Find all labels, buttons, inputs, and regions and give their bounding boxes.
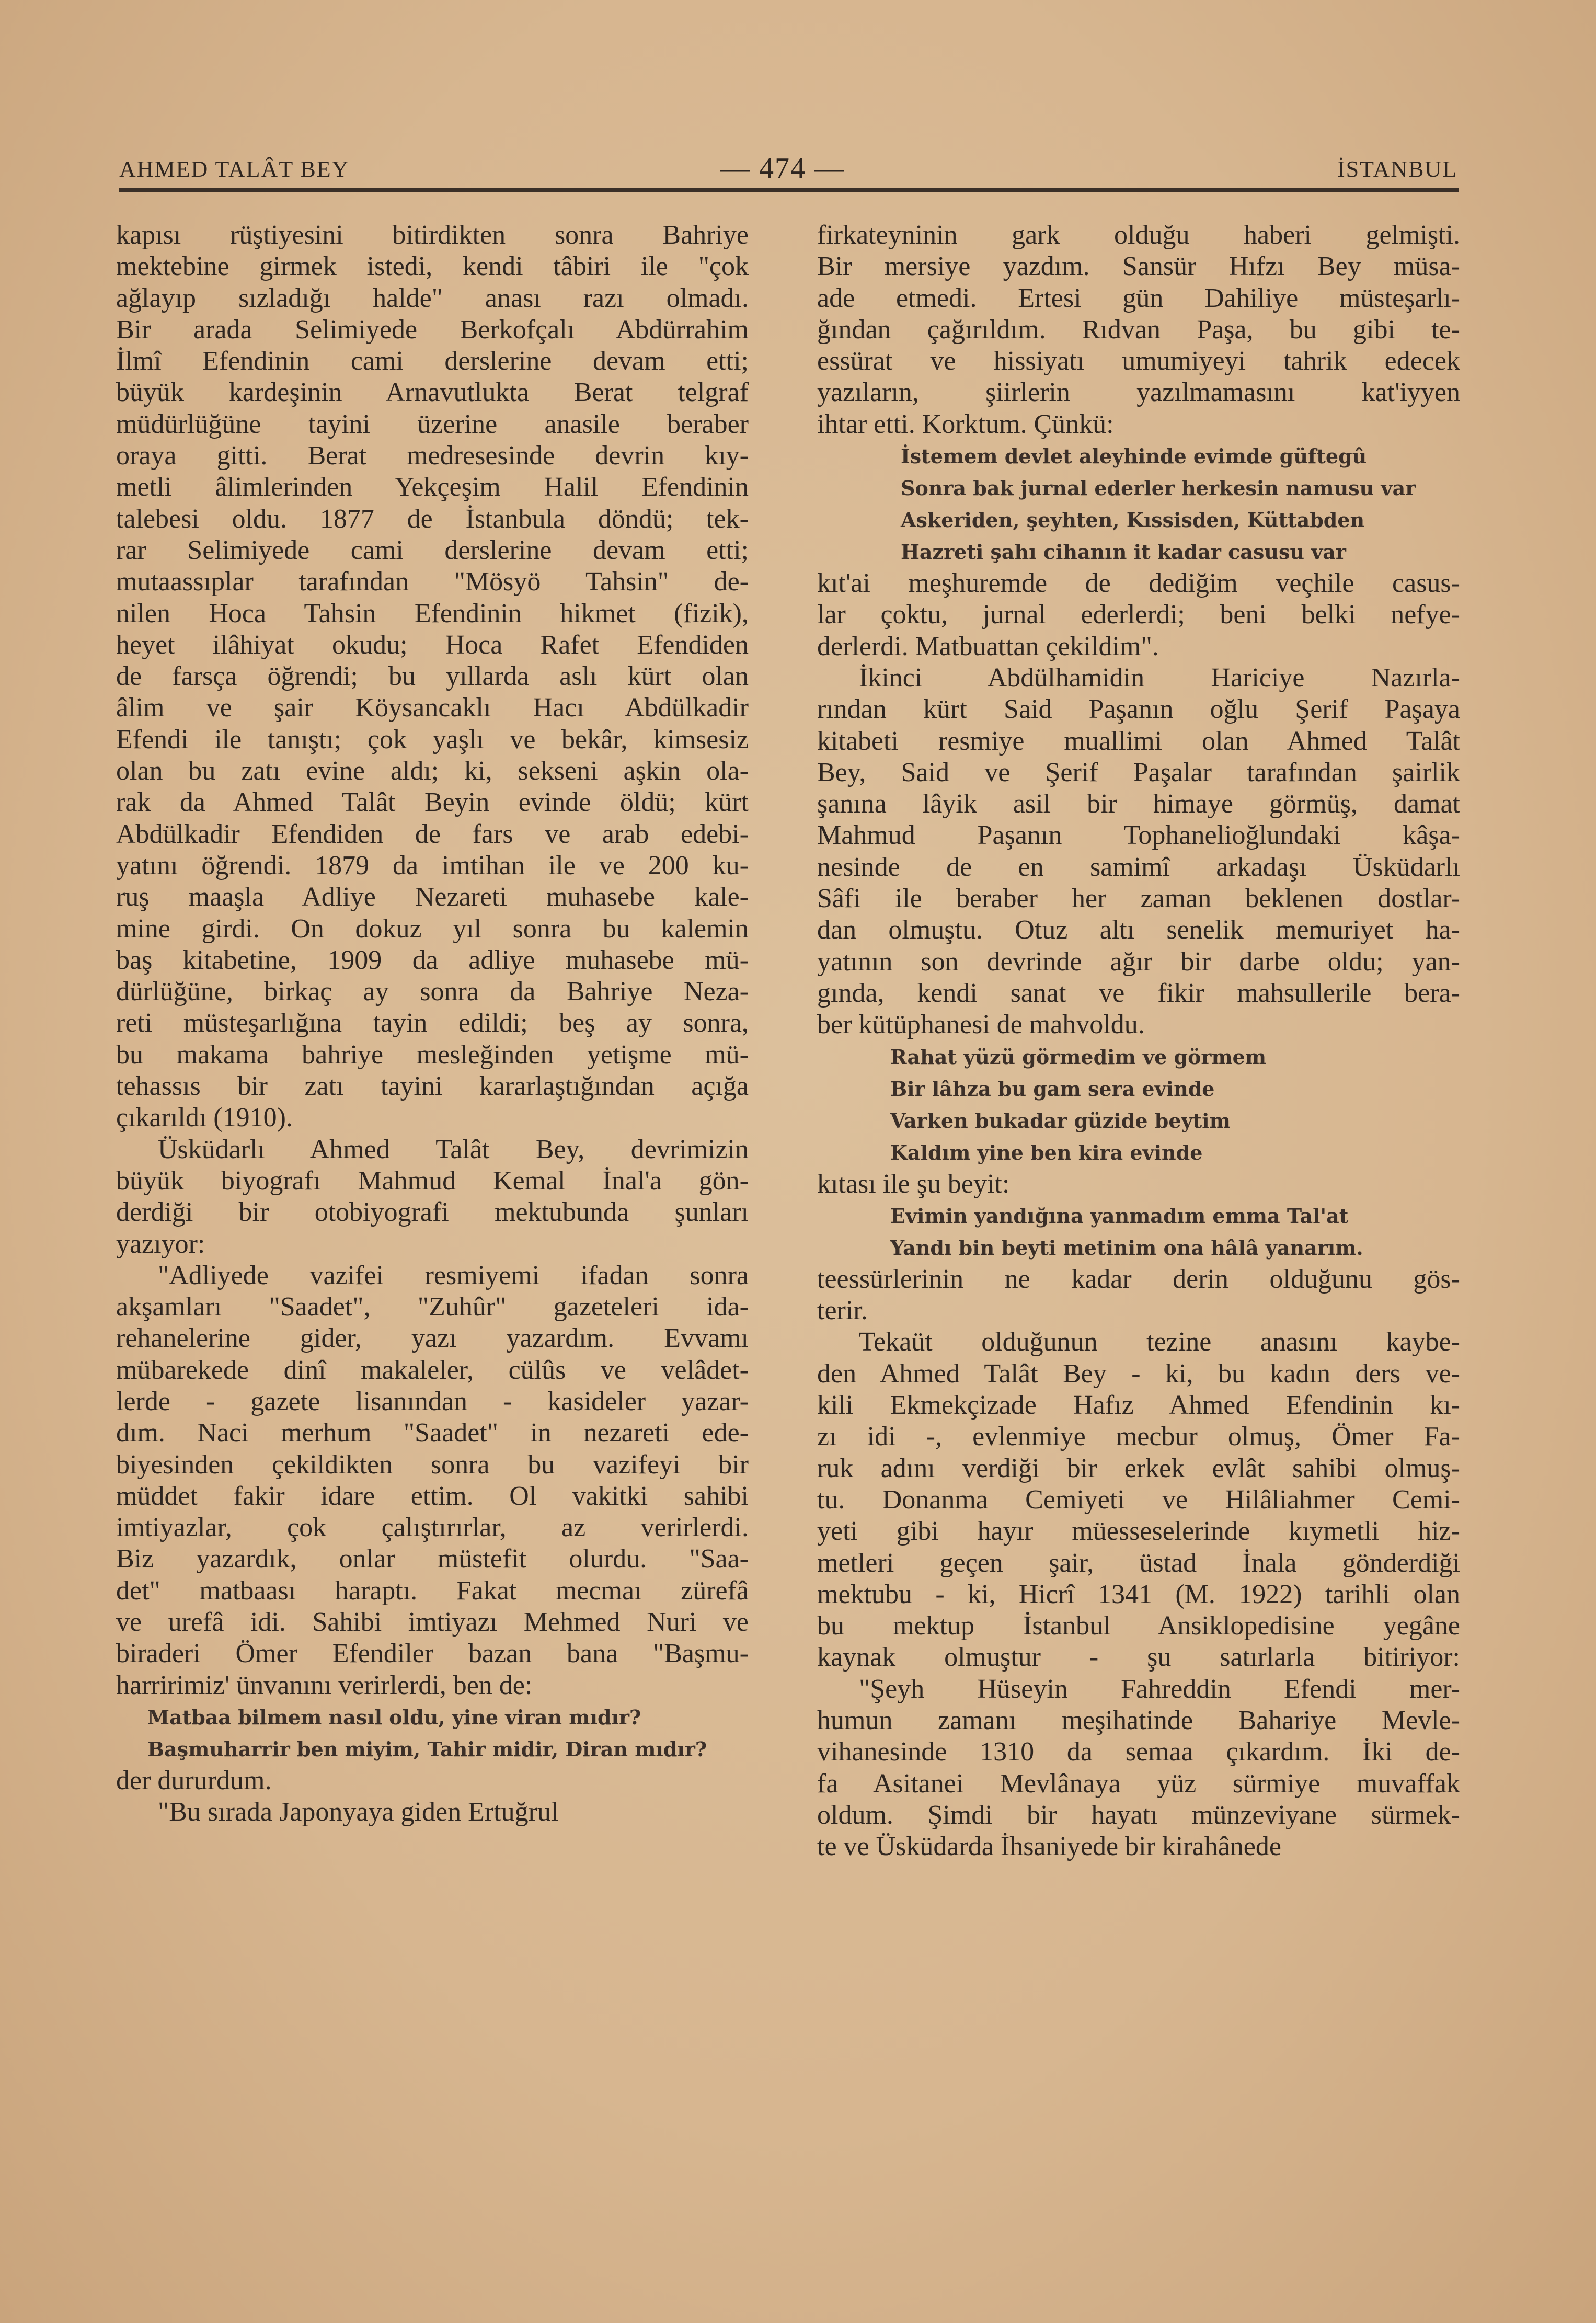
text-line: derlerdi. Matbuattan çekildim".	[817, 631, 1159, 661]
text-line: nesinde de en samimî arkadaşı Üsküdarlı	[817, 852, 1460, 882]
header-author: AHMED TALÂT BEY	[119, 156, 350, 182]
text-line: der dururdum.	[116, 1765, 272, 1795]
text-line: İlmî Efendinin cami derslerine devam etti;	[116, 346, 749, 376]
poem-line: Varken bukadar güzide beytim	[890, 1108, 1231, 1132]
text-line: kili Ekmekçizade Hafız Ahmed Efendinin kı-	[817, 1390, 1460, 1421]
poem-line: Hazreti şahı cihanın it kadar casusu var	[901, 540, 1346, 564]
text-line: det" matbaası haraptı. Fakat mecmaı zürefâ	[116, 1575, 749, 1606]
poem-line: Sonra bak jurnal ederler herkesin namusu var	[901, 476, 1416, 500]
poem-line: Evimin yandığına yanmadım emma Tal'at	[890, 1204, 1349, 1228]
text-line: derdiği bir otobiyografi mektubunda şunları	[116, 1197, 749, 1228]
right-column	[817, 220, 1460, 1862]
text-line: kaynak olmuştur - şu satırlarla bitiriyor:	[817, 1642, 1460, 1673]
text-line: "Adliyede vazifei resmiyemi ifadan sonra	[158, 1260, 749, 1290]
text-line: büyük biyografı Mahmud Kemal İnal'a gön-	[116, 1165, 749, 1196]
text-line: bu mektup İstanbul Ansiklopedisine yegâne	[817, 1611, 1460, 1641]
text-line: âlim ve şair Köysancaklı Hacı Abdülkadir	[116, 693, 749, 723]
text-line: vihanesinde 1310 da semaa çıkardım. İki de-	[817, 1737, 1460, 1767]
text-line: dım. Naci merhum "Saadet" in nezareti ede-	[116, 1418, 749, 1448]
text-line: de farsça öğrendi; bu yıllarda aslı kürt olan	[116, 661, 749, 692]
text-line: Efendi ile tanıştı; çok yaşlı ve bekâr, kimsesiz	[116, 724, 749, 754]
left-column	[116, 220, 749, 1828]
text-line: ve urefâ idi. Sahibi imtiyazı Mehmed Nuri ve	[116, 1607, 749, 1638]
page-number: — 474 —	[720, 152, 845, 185]
text-line: kapısı rüştiyesini bitirdikten sonra Bahriye	[116, 220, 749, 250]
text-line: rından kürt Said Paşanın oğlu Şerif Paşaya	[817, 694, 1460, 725]
text-line: yazıyor:	[116, 1229, 205, 1259]
text-line: fa Asitanei Mevlânaya yüz sürmiye muvaffak	[817, 1768, 1460, 1799]
text-line: rar Selimiyede cami derslerine devam etti;	[116, 535, 749, 565]
text-line: "Şeyh Hüseyin Fahreddin Efendi mer-	[859, 1674, 1460, 1704]
text-line: dan olmuştu. Otuz altı senelik memuriyet ha-	[817, 915, 1460, 945]
text-line: firkateyninin gark olduğu haberi gelmişti.	[817, 220, 1460, 250]
text-line: mine girdi. On dokuz yıl sonra bu kalemin	[116, 913, 749, 944]
text-line: ağlayıp sızladığı halde" anası razı olmadı.	[116, 283, 749, 313]
text-line: yeti gibi hayır müesseselerinde kıymetli hiz-	[817, 1516, 1460, 1547]
header-rule	[119, 188, 1459, 192]
text-line: büyük kardeşinin Arnavutlukta Berat telgraf	[116, 377, 749, 408]
text-line: gında, kendi sanat ve fikir mahsullerile bera-	[817, 978, 1460, 1008]
poem-line: Kaldım yine ben kira evinde	[890, 1140, 1203, 1164]
text-line: teessürlerinin ne kadar derin olduğunu gös-	[817, 1264, 1460, 1294]
text-line: rehanelerine gider, yazı yazardım. Evvamı	[116, 1323, 749, 1354]
text-line: oraya gitti. Berat medresesinde devrin kıy-	[116, 441, 749, 471]
text-line: İkinci Abdülhamidin Hariciye Nazırla-	[859, 662, 1460, 693]
text-line: heyet ilâhiyat okudu; Hoca Rafet Efendiden	[116, 630, 749, 660]
text-line: olan bu zatı evine aldı; ki, sekseni aşkin ola-	[116, 756, 749, 786]
page-header	[119, 152, 1457, 187]
text-line: şanına lâyik asil bir himaye görmüş, damat	[817, 789, 1460, 819]
text-line: lar çoktu, jurnal ederlerdi; beni belki nefye-	[817, 600, 1460, 630]
text-line: nilen Hoca Tahsin Efendinin hikmet (fizik),	[116, 598, 749, 628]
text-line: Mahmud Paşanın Tophanelioğlundaki kâşa-	[817, 820, 1460, 851]
text-line: Bey, Said ve Şerif Paşalar tarafından şairlik	[817, 757, 1460, 787]
text-line: oldum. Şimdi bir hayatı münzeviyane sürmek-	[817, 1800, 1460, 1830]
text-line: Bir mersiye yazdım. Sansür Hıfzı Bey müsa-	[817, 251, 1460, 282]
text-line: lerde - gazete lisanından - kasideler yazar-	[116, 1386, 749, 1416]
poem-block	[817, 1041, 1460, 1169]
text-line: Abdülkadir Efendiden de fars ve arab edebi-	[116, 819, 749, 849]
text-line: çıkarıldı (1910).	[116, 1103, 293, 1133]
poem-block	[817, 1200, 1460, 1264]
text-line: humun zamanı meşihatinde Bahariye Mevle-	[817, 1705, 1460, 1735]
text-line: ruş maaşla Adliye Nezareti muhasebe kale-	[116, 882, 749, 912]
poem-block	[116, 1701, 749, 1765]
text-line: ruk adını verdiği bir erkek evlât sahibi olmuş-	[817, 1453, 1460, 1483]
text-line: Tekaüt olduğunun tezine anasını kaybe-	[859, 1327, 1460, 1357]
text-line: zı idi -, evlenmiye mecbur olmuş, Ömer Fa-	[817, 1422, 1460, 1452]
text-line: yazıların, şiirlerin yazılmamasını kat'iyyen	[817, 377, 1460, 408]
text-line: "Bu sırada Japonyaya giden Ertuğrul	[158, 1797, 559, 1827]
text-line: mutaassıplar tarafından "Mösyö Tahsin" de-	[116, 567, 749, 597]
text-line: dürlüğüne, birkaç ay sonra da Bahriye Neza-	[116, 977, 749, 1007]
text-line: tehassıs bir zatı tayini kararlaştığından açığa	[116, 1071, 749, 1102]
text-line: den Ahmed Talât Bey - ki, bu kadın ders ve-	[817, 1358, 1460, 1389]
text-line: metli âlimlerinden Yekçeşim Halil Efendinin	[116, 472, 749, 502]
text-line: Üsküdarlı Ahmed Talât Bey, devrimizin	[158, 1134, 749, 1164]
poem-block	[817, 440, 1460, 568]
text-line: mektebine girmek istedi, kendi tâbiri ile "çok	[116, 251, 749, 282]
text-line: tu. Donanma Cemiyeti ve Hilâliahmer Cemi-	[817, 1484, 1460, 1515]
text-line: yatını öğrendi. 1879 da imtihan ile ve 200 ku-	[116, 850, 749, 880]
text-line: metleri geçen şair, üstad İnala gönderdiği	[817, 1548, 1460, 1578]
text-line: kitabeti resmiye muallimi olan Ahmed Talât	[817, 726, 1460, 756]
text-line: mübarekede dinî makaleler, cülûs ve velâdet-	[116, 1355, 749, 1385]
text-line: ade etmedi. Ertesi gün Dahiliye müsteşarlı-	[817, 283, 1460, 313]
text-line: mektubu - ki, Hicrî 1341 (M. 1922) tarihli olan	[817, 1579, 1460, 1609]
poem-line: Askeriden, şeyhten, Kıssisden, Küttabden	[901, 508, 1365, 532]
text-line: ğından çağırıldım. Rıdvan Paşa, bu gibi te-	[817, 314, 1460, 345]
poem-line: Bir lâhza bu gam sera evinde	[890, 1077, 1215, 1101]
text-line: kıt'ai meşhuremde de dediğim veçhile casus-	[817, 568, 1460, 599]
text-line: biyesinden çekildikten sonra bu vazifeyi bir	[116, 1449, 749, 1480]
text-line: bu makama bahriye mesleğinden yetişme mü-	[116, 1039, 749, 1070]
header-section: İSTANBUL	[1337, 156, 1457, 182]
text-line: reti müsteşarlığına tayin edildi; beş ay sonra,	[116, 1008, 749, 1038]
text-line: Biz yazardık, onlar müstefit olurdu. "Saa-	[116, 1544, 749, 1574]
text-line: imtiyazlar, çok çalıştırırlar, az verirlerdi.	[116, 1513, 749, 1543]
poem-line: Yandı bin beyti metinim ona hâlâ yanarım.	[890, 1235, 1363, 1260]
text-line: biraderi Ömer Efendiler bazan bana "Başmu-	[116, 1639, 749, 1669]
text-line: Bir arada Selimiyede Berkofçalı Abdürrahim	[116, 314, 749, 345]
text-line: talebesi oldu. 1877 de İstanbula döndü; tek-	[116, 503, 749, 534]
text-line: baş kitabetine, 1909 da adliye muhasebe mü-	[116, 945, 749, 975]
poem-line: Başmuharrir ben miyim, Tahir midir, Diran mıdır?	[147, 1737, 707, 1761]
text-line: rak da Ahmed Talât Beyin evinde öldü; kürt	[116, 787, 749, 818]
text-line: yatının son devrinde ağır bir darbe oldu; yan-	[817, 946, 1460, 977]
text-line: te ve Üsküdarda İhsaniyede bir kirahânede	[817, 1832, 1281, 1862]
poem-line: İstemem devlet aleyhinde evimde güftegû	[901, 444, 1367, 468]
text-line: harririmiz' ünvanını verirlerdi, ben de:	[116, 1670, 533, 1700]
text-line: müddet fakir idare ettim. Ol vakitki sahibi	[116, 1481, 749, 1511]
text-line: müdürlüğüne tayini üzerine anasile beraber	[116, 409, 749, 439]
poem-line: Matbaa bilmem nasıl oldu, yine viran mıdır?	[147, 1705, 641, 1729]
text-line: ihtar etti. Korktum. Çünkü:	[817, 409, 1114, 439]
text-line: kıtası ile şu beyit:	[817, 1169, 1010, 1199]
text-line: Sâfi ile beraber her zaman beklenen dostlar-	[817, 884, 1460, 914]
text-line: terir.	[817, 1296, 868, 1326]
text-line: essürat ve hissiyatı umumiyeyi tahrik edecek	[817, 346, 1460, 376]
poem-line: Rahat yüzü görmedim ve görmem	[890, 1045, 1267, 1069]
text-line: akşamları "Saadet", "Zuhûr" gazeteleri ida-	[116, 1292, 749, 1322]
text-line: ber kütüphanesi de mahvoldu.	[817, 1010, 1145, 1040]
